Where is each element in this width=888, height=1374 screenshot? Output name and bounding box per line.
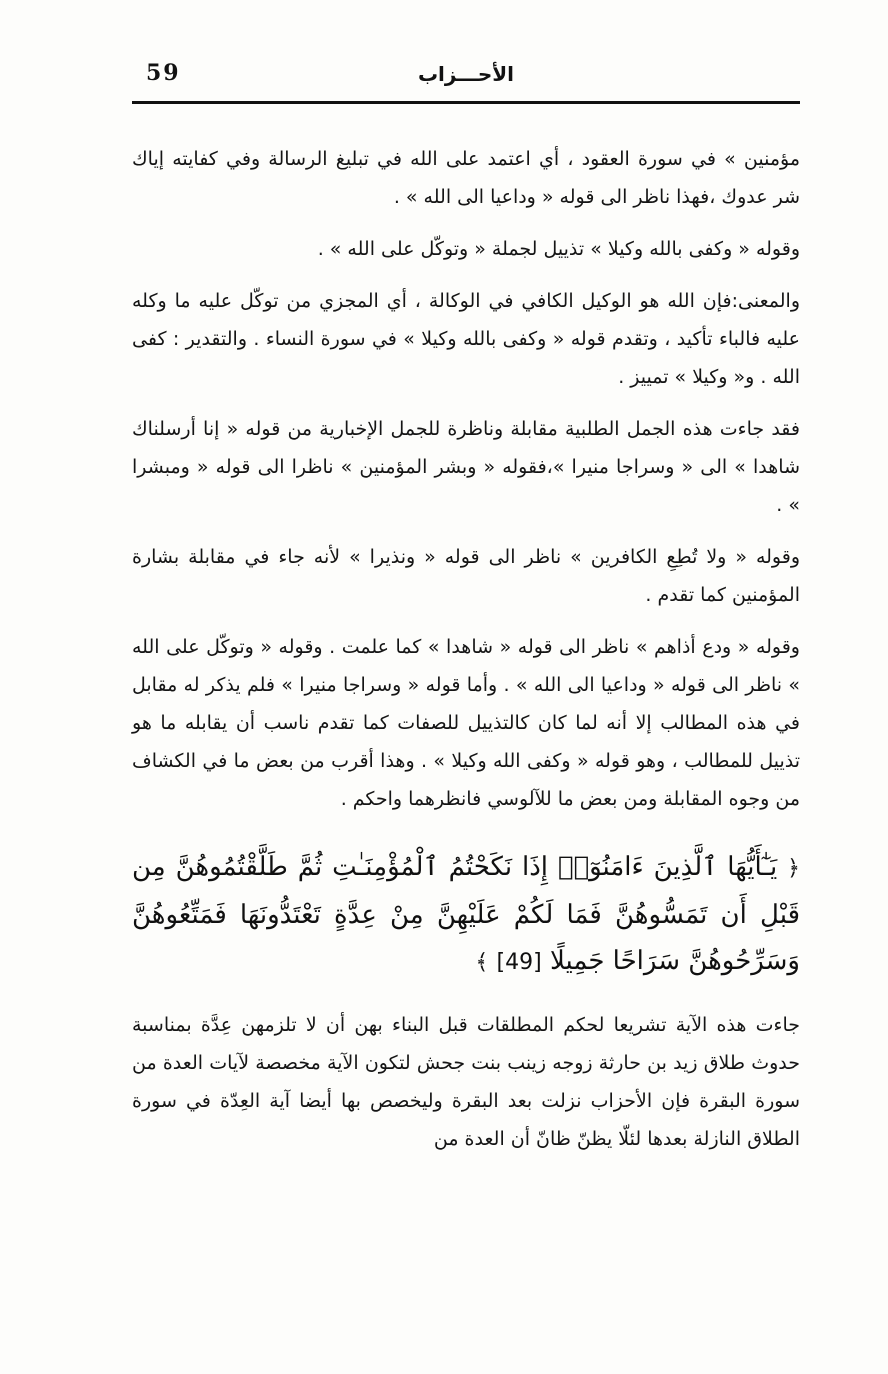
paragraph-6: وقوله « ودع أذاهم » ناظر الى قوله « شاهدا » كما علمت . وقوله « وتوكّل على الله » ناظر الى قوله « وداعيا الى الله » . وأما قوله « وسراجا منيرا » فلم يذكر له مقابل في هذه المطالب إلا أنه لما كان كالتذييل للصفات كما تقدم ناسب أن يقابله ما هو تذييل للمطالب ، وهو قوله « وكفى الله وكيلا » . وهذا أقرب من بعض ما في الكشاف من وجوه المقابلة ومن بعض ما للآلوسي فانظرهما واحكم . bbox=[132, 636, 800, 810]
header-rule bbox=[132, 101, 800, 104]
paragraph-4: فقد جاءت هذه الجمل الطلبية مقابلة وناظرة للجمل الإخبارية من قوله « إنا أرسلناك شاهدا » الى « وسراجا منيرا »،فقوله « وبشر المؤمنين » ناظرا الى قوله « ومبشرا » . bbox=[132, 418, 800, 516]
page-header bbox=[132, 52, 800, 102]
paragraph-2: وقوله « وكفى بالله وكيلا » تذييل لجملة « وتوكّل على الله » . bbox=[317, 238, 800, 260]
paragraph-3: والمعنى:فإن الله هو الوكيل الكافي في الوكالة ، أي المجزي من توكّل عليه ما وكله عليه فالباء تأكيد ، وتقدم قوله « وكفى بالله وكيلا » في سورة النساء . والتقدير : كفى الله . و« وكيلا » تمييز . bbox=[132, 290, 800, 388]
paragraph-7: جاءت هذه الآية تشريعا لحكم المطلقات قبل البناء بهن أن لا تلزمهن عِدَّة بمناسبة حدوث طلاق زيد بن حارثة زوجه زينب بنت جحش لتكون الآية مخصصة لآيات العدة من سورة البقرة فإن الأحزاب نزلت بعد البقرة وليخصص بها أيضا آية العِدّة في سورة الطلاق النازلة بعدها لئلّا يظنّ ظانّ أن العدة من bbox=[132, 1014, 800, 1150]
paragraph-5: وقوله « ولا تُطِعِ الكافرين » ناظر الى قوله « ونذيرا » لأنه جاء في مقابلة بشارة المؤمنين كما تقدم . bbox=[132, 546, 800, 606]
running-title: الأحـــزاب bbox=[417, 62, 515, 86]
page-number: 59 bbox=[146, 60, 181, 86]
quran-verse bbox=[132, 844, 800, 986]
verse-open-bracket: ﴿ bbox=[787, 856, 801, 881]
page-body bbox=[132, 140, 800, 1168]
verse-number: [49] bbox=[496, 950, 542, 975]
verse-close-bracket: ﴾ bbox=[475, 950, 489, 975]
verse-text: يَـٰٓأَيُّهَا ٱلَّذِينَ ءَامَنُوٓا۟ إِذَا نَكَحْتُمُ ٱلْمُؤْمِنَـٰتِ ثُمَّ طَلَّقْتُمُوهُنَّ مِن قَبْلِ أَن تَمَسُّوهُنَّ فَمَا لَكُمْ عَلَيْهِنَّ مِنْ عِدَّةٍ تَعْتَدُّونَهَا فَمَتِّعُوهُنَّ وَسَرِّحُوهُنَّ سَرَاحًا جَمِيلًا bbox=[132, 852, 800, 976]
paragraph-1: مؤمنين » في سورة العقود ، أي اعتمد على الله في تبليغ الرسالة وفي كفايته إياك شر عدوك ،فهذا ناظر الى قوله « وداعيا الى الله » . bbox=[132, 148, 800, 208]
